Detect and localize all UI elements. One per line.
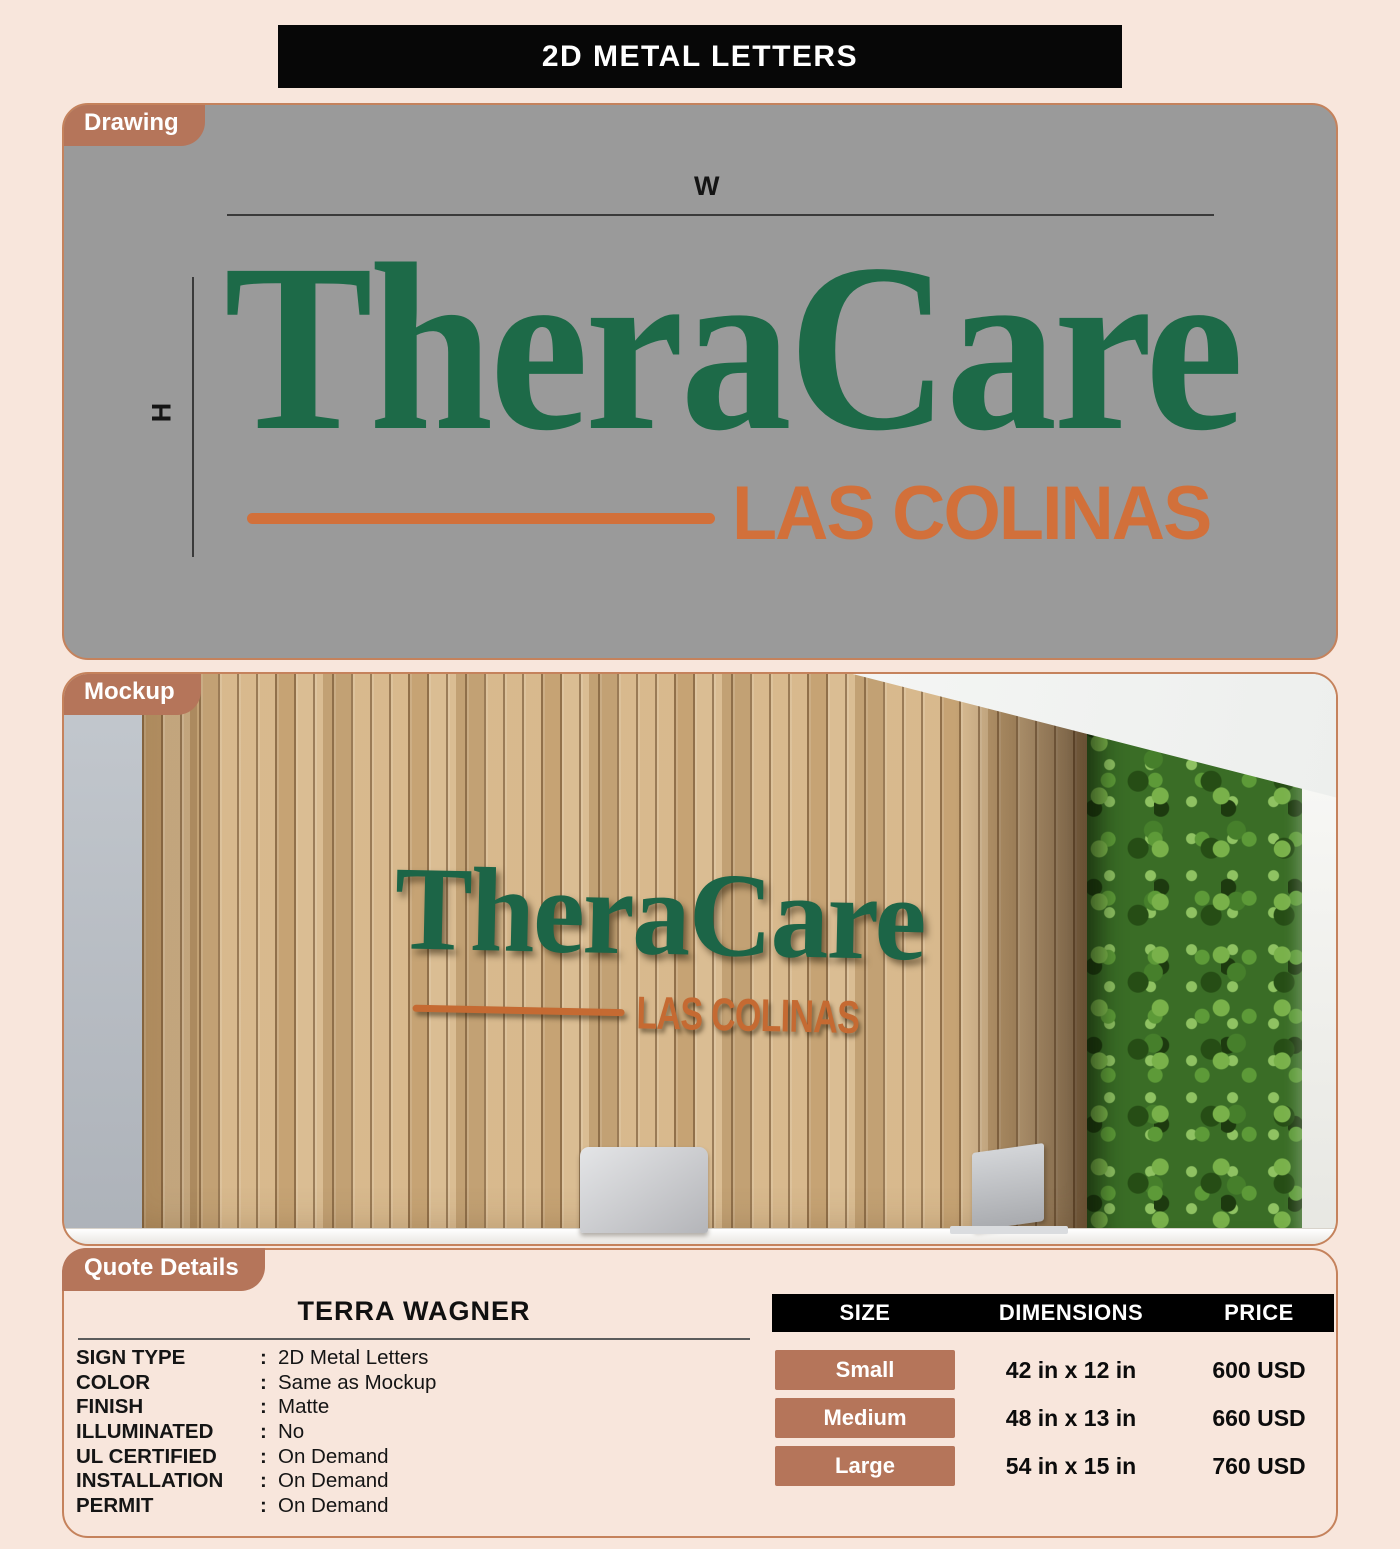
logo-tagline: LAS COLINAS — [732, 471, 1211, 556]
spec-value: On Demand — [278, 1469, 389, 1493]
spec-label: ILLUMINATED — [76, 1420, 214, 1444]
spec-value: On Demand — [278, 1444, 389, 1468]
spec-row-installation — [76, 1469, 746, 1494]
table-row — [772, 1350, 1334, 1390]
spec-separator: : — [260, 1493, 267, 1517]
laptop-open — [950, 1148, 1068, 1236]
laptop-closed — [580, 1147, 708, 1233]
spec-row-sign-type — [76, 1346, 746, 1371]
width-dimension-label: W — [694, 171, 720, 201]
size-button-medium[interactable]: Medium — [775, 1398, 955, 1438]
mockup-panel — [62, 672, 1338, 1246]
logo-wordmark: TheraCare — [224, 214, 1241, 480]
spec-separator: : — [260, 1420, 267, 1444]
laptop-screen — [972, 1143, 1044, 1231]
spec-list — [76, 1346, 746, 1518]
column-header-size: SIZE — [839, 1300, 891, 1325]
dimensions-value: 48 in x 13 in — [1005, 1404, 1137, 1431]
spec-value: 2D Metal Letters — [278, 1346, 429, 1370]
quote-details-tab — [62, 1248, 265, 1291]
drawing-tab-label: Drawing — [84, 109, 179, 136]
price-value: 600 USD — [1212, 1356, 1306, 1383]
mockup-logo-wordmark: TheraCare — [393, 841, 926, 986]
spec-separator: : — [260, 1469, 267, 1493]
spec-separator: : — [260, 1346, 267, 1370]
quote-details-tab-label: Quote Details — [84, 1254, 239, 1281]
customer-name-divider — [78, 1338, 750, 1340]
mockup-side-wall — [64, 674, 142, 1244]
pricing-table-header — [772, 1294, 1334, 1332]
quote-details-panel — [62, 1248, 1338, 1538]
page-title-text: 2D METAL LETTERS — [541, 39, 859, 73]
mockup-sign — [392, 841, 941, 1044]
size-button-small[interactable]: Small — [775, 1350, 955, 1390]
spec-separator: : — [260, 1395, 267, 1419]
dimensions-value: 54 in x 15 in — [1005, 1452, 1137, 1479]
laptop-base — [950, 1226, 1068, 1234]
mockup-logo-tagline: LAS COLINAS — [636, 986, 860, 1044]
price-value: 760 USD — [1212, 1452, 1306, 1479]
size-button-large[interactable]: Large — [775, 1446, 955, 1486]
spec-value: No — [278, 1420, 305, 1444]
mockup-tab-label: Mockup — [84, 678, 175, 705]
spec-value: Same as Mockup — [278, 1370, 437, 1394]
spec-label: UL CERTIFIED — [76, 1444, 217, 1468]
column-header-price: PRICE — [1224, 1300, 1294, 1325]
spec-value: Matte — [278, 1395, 330, 1419]
mockup-logo-underline-rule — [413, 1004, 625, 1015]
logo-underline-rule — [247, 513, 715, 524]
drawing-tab — [62, 103, 205, 146]
table-row — [772, 1398, 1334, 1438]
pricing-table — [772, 1294, 1334, 1494]
spec-label: INSTALLATION — [76, 1469, 224, 1493]
pricing-table-body — [772, 1350, 1334, 1486]
mockup-tab — [62, 672, 201, 715]
price-value: 660 USD — [1212, 1404, 1306, 1431]
spec-value: On Demand — [278, 1493, 389, 1517]
spec-label: COLOR — [76, 1370, 151, 1394]
spec-row-color — [76, 1371, 746, 1396]
spec-separator: : — [260, 1444, 267, 1468]
height-dimension-line — [192, 277, 194, 557]
table-row — [772, 1446, 1334, 1486]
spec-label: SIGN TYPE — [76, 1346, 186, 1370]
spec-row-finish — [76, 1395, 746, 1420]
spec-label: PERMIT — [76, 1493, 154, 1517]
column-header-dimensions: DIMENSIONS — [998, 1300, 1144, 1325]
page-title — [278, 25, 1122, 88]
spec-row-permit — [76, 1494, 746, 1519]
customer-name: TERRA WAGNER — [297, 1296, 531, 1326]
spec-label: FINISH — [76, 1395, 144, 1419]
spec-row-illuminated — [76, 1420, 746, 1445]
height-dimension-label: H — [146, 402, 177, 423]
spec-separator: : — [260, 1370, 267, 1394]
drawing-panel — [62, 103, 1338, 660]
spec-row-ul-certified — [76, 1444, 746, 1469]
dimensions-value: 42 in x 12 in — [1005, 1356, 1137, 1383]
